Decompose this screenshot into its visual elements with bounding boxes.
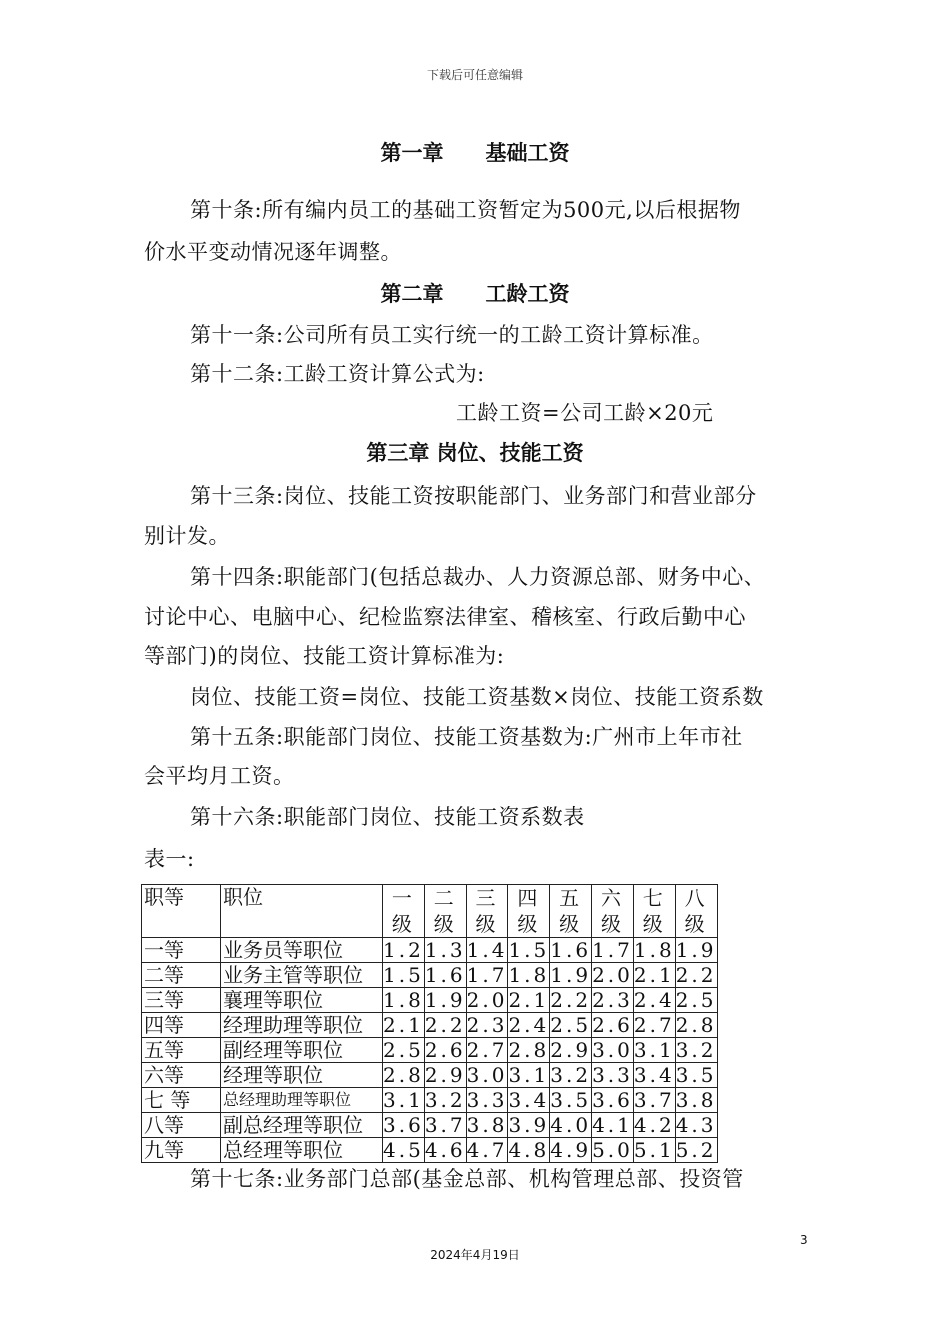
article-13-line-1: 第十三条:岗位、技能工资按职能部门、业务部门和营业部分 xyxy=(190,484,757,508)
coefficient-cell: 2.7 xyxy=(633,1013,675,1037)
coefficient-cell: 2.3 xyxy=(592,988,633,1012)
coefficient-cell: 4.0 xyxy=(550,1113,592,1137)
coefficient-cell: 3.8 xyxy=(466,1113,508,1137)
coefficient-cell: 3.9 xyxy=(508,1113,550,1137)
coefficient-cell: 1.8 xyxy=(633,938,675,962)
coefficient-cell: 3.4 xyxy=(633,1063,675,1087)
coefficient-cell: 2.0 xyxy=(592,963,633,987)
coefficient-cell: 2.2 xyxy=(424,1013,466,1037)
coefficient-cell: 2.8 xyxy=(675,1013,717,1037)
coefficient-cell: 1.8 xyxy=(508,963,550,987)
coefficient-cell: 5.1 xyxy=(633,1138,675,1162)
rank-cell: 四等 xyxy=(142,1013,221,1038)
header-level-7: 七 级 xyxy=(633,885,675,938)
coefficient-cell: 1.6 xyxy=(550,938,592,962)
article-13-line-2: 别计发。 xyxy=(144,524,230,548)
seniority-wage-formula: 工龄工资=公司工龄×20元 xyxy=(456,401,714,425)
article-10-line-2: 价水平变动情况逐年调整。 xyxy=(144,240,402,264)
coefficient-cell: 1.8 xyxy=(383,988,424,1012)
position-cell: 经理助理等职位 xyxy=(221,1013,383,1038)
coefficient-cell: 1.2 xyxy=(383,938,424,962)
coefficient-cell: 3.0 xyxy=(592,1038,633,1062)
article-14-line-3: 等部门)的岗位、技能工资计算标准为: xyxy=(144,644,505,668)
table-row xyxy=(142,1038,718,1063)
rank-cell: 六等 xyxy=(142,1063,221,1088)
article-12: 第十二条:工龄工资计算公式为: xyxy=(190,362,485,386)
coefficient-cell: 2.4 xyxy=(508,1013,550,1037)
coefficient-cell: 4.1 xyxy=(592,1113,633,1137)
header-level-8: 八 级 xyxy=(675,885,717,938)
coefficient-cell: 4.2 xyxy=(633,1113,675,1137)
coefficient-cell: 2.8 xyxy=(383,1063,424,1087)
rank-cell: 七 等 xyxy=(142,1088,221,1113)
coefficient-cell: 3.0 xyxy=(466,1063,508,1087)
header-level-3: 三 级 xyxy=(466,885,508,938)
coefficient-cell: 4.3 xyxy=(675,1113,717,1137)
coefficient-cell: 1.3 xyxy=(424,938,466,962)
article-10-line-1: 第十条:所有编内员工的基础工资暂定为500元,以后根据物 xyxy=(190,198,741,222)
coefficient-cell: 3.1 xyxy=(383,1088,424,1112)
coefficient-cell: 3.3 xyxy=(592,1063,633,1087)
coefficient-cell: 4.6 xyxy=(424,1138,466,1162)
coefficient-cell: 5.2 xyxy=(675,1138,717,1162)
coefficient-cell: 2.2 xyxy=(675,963,717,987)
coefficient-cell: 3.7 xyxy=(633,1088,675,1112)
coefficient-cell: 4.9 xyxy=(550,1138,592,1162)
position-cell: 副总经理等职位 xyxy=(221,1113,383,1138)
header-level-4: 四 级 xyxy=(508,885,550,938)
coefficient-cell: 2.0 xyxy=(466,988,508,1012)
coefficient-cell: 2.8 xyxy=(508,1038,550,1062)
rank-cell: 九等 xyxy=(142,1138,221,1163)
coefficient-cell: 2.3 xyxy=(466,1013,508,1037)
table-row xyxy=(142,1088,718,1113)
position-cell: 总经理等职位 xyxy=(221,1138,383,1163)
coefficient-cell: 1.6 xyxy=(424,963,466,987)
coefficient-cell: 3.6 xyxy=(383,1113,424,1137)
coefficient-cell: 2.1 xyxy=(633,963,675,987)
table-label: 表一: xyxy=(144,847,195,871)
coefficient-cell: 1.7 xyxy=(592,938,633,962)
coefficient-cell: 1.7 xyxy=(466,963,508,987)
coefficient-cell: 2.4 xyxy=(633,988,675,1012)
coefficient-cell: 2.6 xyxy=(592,1013,633,1037)
page-number: 3 xyxy=(800,1233,808,1247)
table-row xyxy=(142,1138,718,1163)
coefficient-cell: 3.5 xyxy=(675,1063,717,1087)
position-cell: 副经理等职位 xyxy=(221,1038,383,1063)
coefficient-cell: 1.9 xyxy=(550,963,592,987)
coefficient-cell: 4.8 xyxy=(508,1138,550,1162)
coefficient-cell: 4.5 xyxy=(383,1138,424,1162)
position-cell: 业务主管等职位 xyxy=(221,963,383,988)
footer-date: 2024年4月19日 xyxy=(430,1248,520,1262)
coefficient-cell: 2.5 xyxy=(675,988,717,1012)
header-level-2: 二 级 xyxy=(424,885,466,938)
rank-cell: 三等 xyxy=(142,988,221,1013)
position-wage-formula: 岗位、技能工资=岗位、技能工资基数×岗位、技能工资系数 xyxy=(190,685,764,709)
table-header-row xyxy=(142,885,718,938)
table-row xyxy=(142,1063,718,1088)
position-cell: 经理等职位 xyxy=(221,1063,383,1088)
coefficient-cell: 2.7 xyxy=(466,1038,508,1062)
coefficient-cell: 2.9 xyxy=(424,1063,466,1087)
table-row xyxy=(142,963,718,988)
header-level-1: 一 级 xyxy=(383,885,425,938)
rank-cell: 一等 xyxy=(142,938,221,963)
header-level-6: 六 级 xyxy=(592,885,634,938)
coefficient-cell: 2.1 xyxy=(383,1013,424,1037)
coefficient-cell: 5.0 xyxy=(592,1138,633,1162)
article-14-line-1: 第十四条:职能部门(包括总裁办、人力资源总部、财务中心、 xyxy=(190,565,766,589)
article-15-line-1: 第十五条:职能部门岗位、技能工资基数为:广州市上年市社 xyxy=(190,725,743,749)
rank-cell: 五等 xyxy=(142,1038,221,1063)
coefficient-cell: 3.5 xyxy=(550,1088,592,1112)
position-cell: 业务员等职位 xyxy=(221,938,383,963)
coefficient-cell: 4.7 xyxy=(466,1138,508,1162)
position-cell: 襄理等职位 xyxy=(221,988,383,1013)
article-15-line-2: 会平均月工资。 xyxy=(144,764,295,788)
coefficient-cell: 2.5 xyxy=(550,1013,592,1037)
header-rank: 职等 xyxy=(142,885,221,938)
article-14-line-2: 讨论中心、电脑中心、纪检监察法律室、稽核室、行政后勤中心 xyxy=(144,605,746,629)
coefficient-cell: 1.5 xyxy=(508,938,550,962)
coefficient-cell: 3.8 xyxy=(675,1088,717,1112)
coefficient-table xyxy=(141,884,718,1163)
coefficient-cell: 1.5 xyxy=(383,963,424,987)
article-11: 第十一条:公司所有员工实行统一的工龄工资计算标准。 xyxy=(190,323,714,347)
coefficient-cell: 1.4 xyxy=(466,938,508,962)
coefficient-cell: 3.2 xyxy=(424,1088,466,1112)
coefficient-cell: 1.9 xyxy=(675,938,717,962)
coefficient-cell: 3.4 xyxy=(508,1088,550,1112)
header-position: 职位 xyxy=(221,885,383,938)
rank-cell: 二等 xyxy=(142,963,221,988)
position-cell: 总经理助理等职位 xyxy=(221,1088,383,1113)
page-header: 下载后可任意编辑 xyxy=(426,68,523,82)
coefficient-cell: 1.9 xyxy=(424,988,466,1012)
coefficient-cell: 3.2 xyxy=(675,1038,717,1062)
table-row xyxy=(142,988,718,1013)
table-row xyxy=(142,1013,718,1038)
coefficient-cell: 3.1 xyxy=(508,1063,550,1087)
article-16: 第十六条:职能部门岗位、技能工资系数表 xyxy=(190,805,585,829)
chapter-2-title: 第二章 工龄工资 xyxy=(380,281,570,306)
chapter-1-title: 第一章 基础工资 xyxy=(380,140,570,165)
chapter-3-title: 第三章 岗位、技能工资 xyxy=(366,440,584,465)
table-row xyxy=(142,1113,718,1138)
coefficient-cell: 3.2 xyxy=(550,1063,592,1087)
coefficient-cell: 3.1 xyxy=(633,1038,675,1062)
coefficient-cell: 2.5 xyxy=(383,1038,424,1062)
coefficient-cell: 3.3 xyxy=(466,1088,508,1112)
coefficient-cell: 2.2 xyxy=(550,988,592,1012)
article-17: 第十七条:业务部门总部(基金总部、机构管理总部、投资管 xyxy=(190,1167,744,1191)
coefficient-cell: 3.6 xyxy=(592,1088,633,1112)
coefficient-cell: 2.1 xyxy=(508,988,550,1012)
rank-cell: 八等 xyxy=(142,1113,221,1138)
header-level-5: 五 级 xyxy=(550,885,592,938)
coefficient-cell: 3.7 xyxy=(424,1113,466,1137)
coefficient-cell: 2.6 xyxy=(424,1038,466,1062)
table-row xyxy=(142,938,718,963)
coefficient-cell: 2.9 xyxy=(550,1038,592,1062)
